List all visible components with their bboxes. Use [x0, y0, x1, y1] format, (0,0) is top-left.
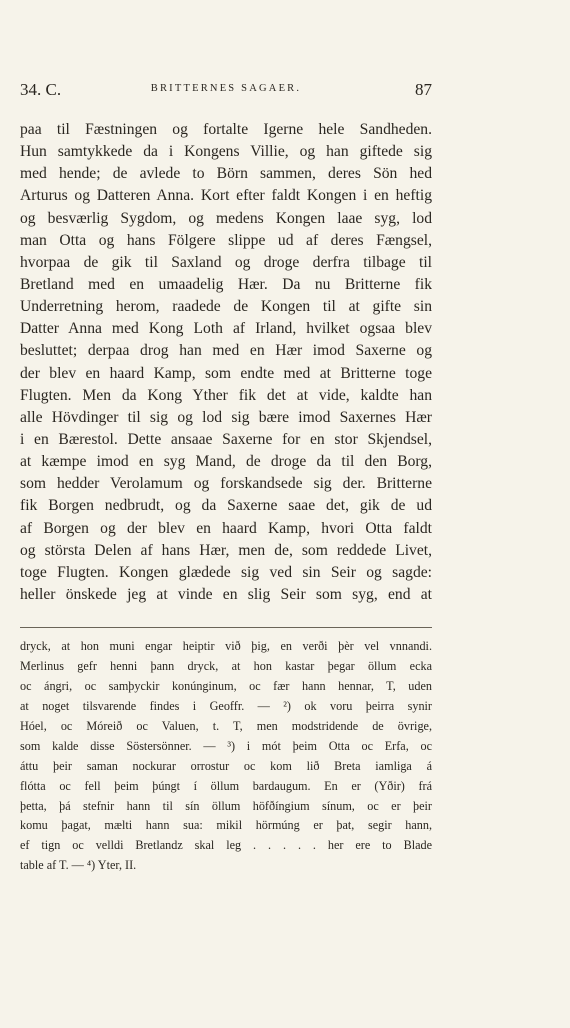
footnote-line: ef tign oc velldi Bretlandz skal leg . . . . . her ere to Blade: [20, 838, 432, 853]
text-line: Datter Anna med Kong Loth af Irland, hvilket ogsaa blev: [20, 320, 432, 338]
footnote-line: oc ángri, oc samþyckir konúnginum, oc fær hann hennar, T, uden: [20, 678, 432, 693]
footnote-line: áttu þeir saman nockurar orrostur oc kom lið Breta iamliga á: [20, 758, 432, 773]
text-line: med hende; de avlede to Börn sammen, deres Sön hed: [20, 165, 432, 183]
text-line: toge Flugten. Kongen glædede sig ved sin Seir og sagde:: [20, 563, 432, 581]
text-line: at kæmpe imod en syg Mand, de droge da til den Borg,: [20, 453, 432, 471]
text-line: der blev en haard Kamp, som endte med at Britterne toge: [20, 364, 432, 382]
text-line: Arturus og Datteren Anna. Kort efter faldt Kongen i en heftig: [20, 187, 432, 205]
footnotes: [20, 637, 432, 876]
text-line: Flugten. Men da Kong Yther fik det at vide, kaldte han: [20, 386, 432, 404]
page-number: 87: [415, 80, 432, 99]
footnote-line: þetta, þá stefnir hann til sín öllum höfðíngium sínum, oc er þeir: [20, 798, 432, 813]
text-line: fik Borgen nedbrudt, og da Saxerne saae det, gik de ud: [20, 497, 432, 515]
chapter-number: 34. C.: [20, 80, 62, 99]
footnote-line: flótta oc fell þeim þúngt í öllum bardaugum. En er (Yðir) frá: [20, 778, 432, 793]
footnote-line: at noget tilsvarende findes i Geoffr. — ²) ok voru þeirra synir: [20, 698, 432, 713]
text-line: alle Hövdinger til sig og lod sig bære imod Saxernes Hær: [20, 408, 432, 426]
running-title: BRITTERNES SAGAER.: [150, 83, 302, 94]
text-line: besluttet; derpaa drog han med en Hær imod Saxerne og: [20, 342, 432, 360]
text-line: Hun samtykkede da i Kongens Villie, og han giftede sig: [20, 143, 432, 161]
footnote-line: Merlinus gefr henni þann dryck, at hon kastar þegar öllum ecka: [20, 658, 432, 673]
text-line: heller önskede jeg at vinde en slig Seir som syg, end at: [20, 585, 432, 603]
body-text: [20, 119, 432, 606]
footnote-line: Hóel, oc Móreið oc Valuen, t. T, men modstridende de övrige,: [20, 718, 432, 733]
text-line: man Otta og hans Fölgere slippe ud af deres Fængsel,: [20, 231, 432, 249]
text-line: paa til Fæstningen og fortalte Igerne hele Sandheden.: [20, 121, 432, 138]
text-line: og besværlig Sygdom, og medens Kongen laae syg, lod: [20, 209, 432, 227]
footnote-line: table af T. — ⁴) Yter, II.: [20, 858, 137, 873]
text-line: Bretland med en umaadelig Hær. Da nu Britterne fik: [20, 275, 432, 293]
footnote-line: som kalde disse Söstersönner. — ³) i mót þeim Otta oc Erfa, oc: [20, 738, 432, 753]
footnote-divider: [20, 627, 432, 628]
text-line: som hedder Verolamum og forskandsede sig der. Britterne: [20, 475, 432, 493]
running-header: [20, 80, 432, 104]
footnote-line: komu þagat, mælti hann sua: mikil hörmúng er þat, segir hann,: [20, 818, 432, 833]
text-line: Underretning herom, raadede de Kongen til at gifte sin: [20, 298, 432, 316]
footnote-line: dryck, at hon muni engar heiptir við þig, en verði þèr vel vnnandi.: [20, 639, 432, 653]
text-line: hvorpaa de gik til Saxland og droge derfra tilbage til: [20, 253, 432, 271]
text-line: i en Bærestol. Dette ansaae Saxerne for en stor Skjendsel,: [20, 430, 432, 448]
text-line: af Borgen og der blev en haard Kamp, hvori Otta faldt: [20, 519, 432, 537]
text-line: og största Delen af hans Hær, men de, som reddede Livet,: [20, 541, 432, 559]
